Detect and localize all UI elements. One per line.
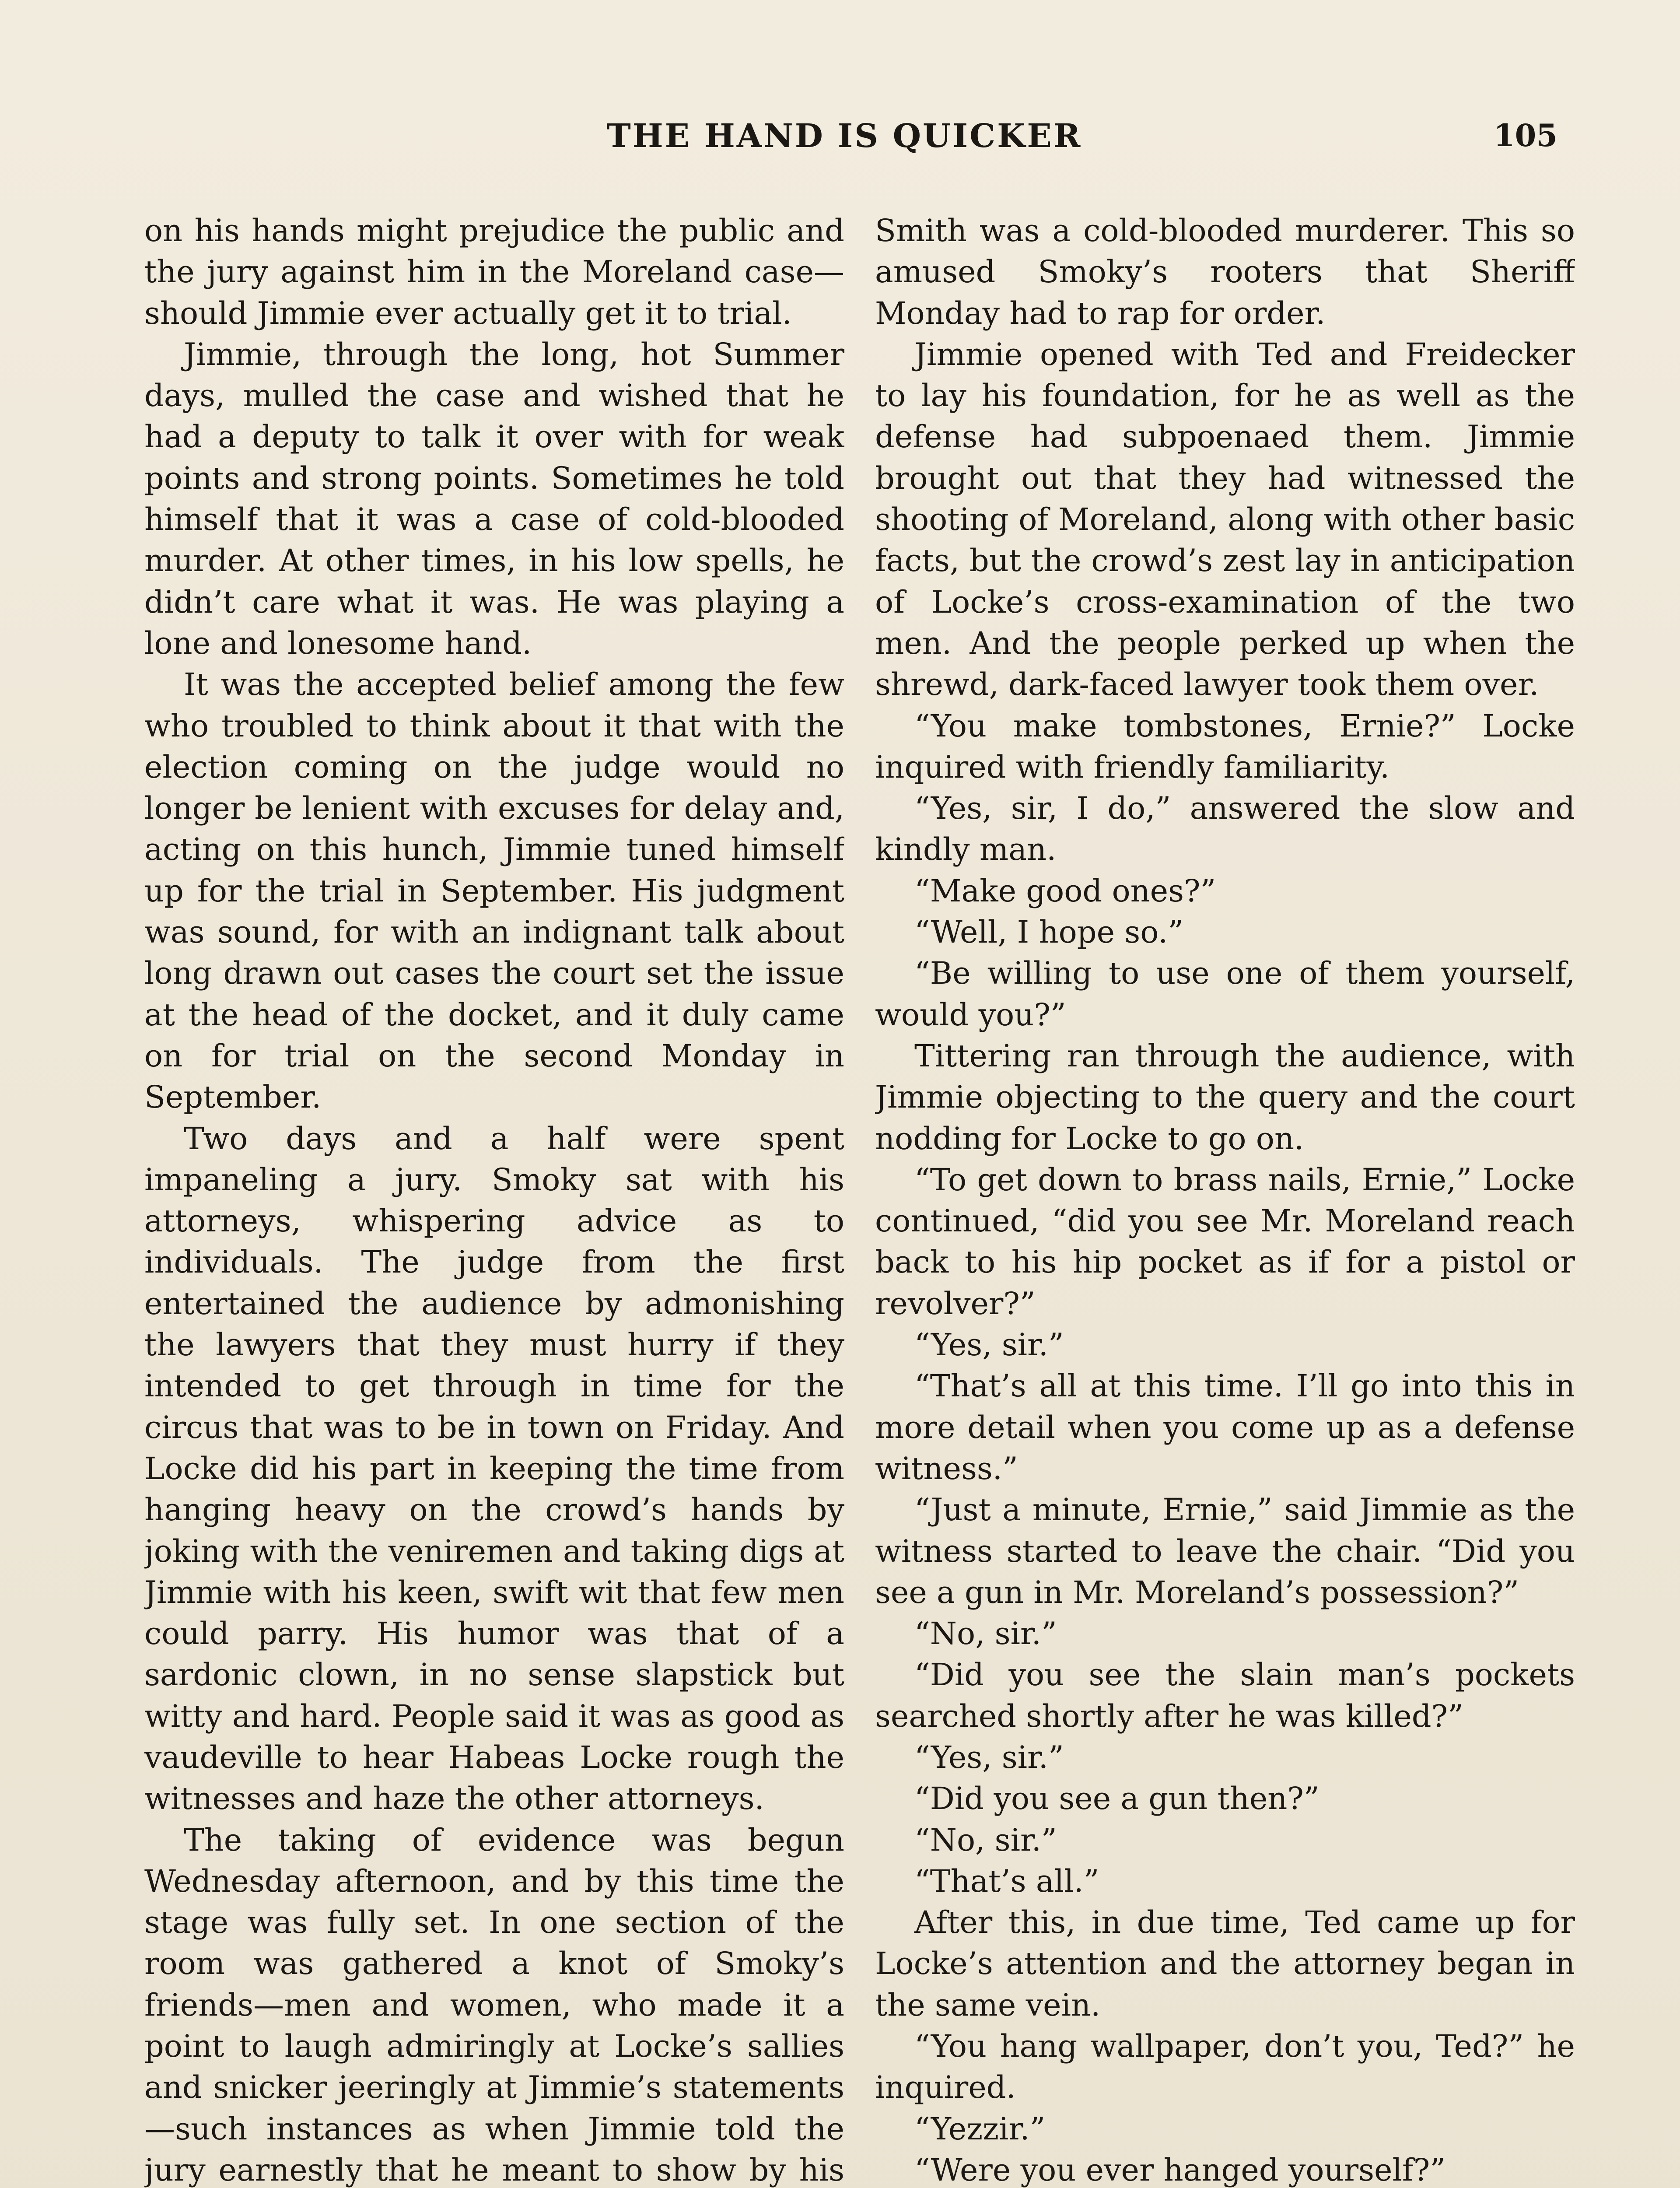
paragraph: Jimmie, through the long, hot Summer days, mulled the case and wished that he had a deputy to talk it over with for weak points and strong points. Sometimes he told himself that it was a case of cold-blooded murder. At other times, in his low spells, he didn’t care what it was. He was playing a lone and lonesome hand. — [144, 336, 844, 661]
paragraph: “Yes, sir, I do,” answered the slow and kindly man. — [875, 790, 1575, 868]
paragraph: The taking of evidence was begun Wednesday afternoon, and by this time the stage was fully set. In one section of the room was gathered a knot of Smoky’s friends—men and women, who made it a point to laugh admiringly at Locke’s sallies and snicker jeeringly at Jimmie’s statements—such instances as when Jimmie told the jury earnestly that he meant to show by his — [144, 1822, 844, 2188]
running-head — [131, 117, 1558, 165]
paragraph: “Did you see the slain man’s pockets searched shortly after he was killed?” — [875, 1657, 1575, 1734]
paragraph: “No, sir.” — [914, 1822, 1057, 1858]
paragraph: “You make tombstones, Ernie?” Locke inquired with friendly familiarity. — [875, 708, 1575, 785]
paragraph: Tittering ran through the audience, with Jimmie objecting to the query and the court nodding for Locke to go on. — [875, 1038, 1575, 1157]
paragraph: Smith was a cold-blooded murderer. This so amused Smoky’s rooters that Sheriff Monday had to rap for order. — [875, 213, 1575, 331]
page-number: 105 — [1493, 117, 1558, 154]
paragraph: “You hang wallpaper, don’t you, Ted?” he inquired. — [875, 2028, 1575, 2106]
paragraph: “Did you see a gun then?” — [914, 1781, 1320, 1817]
paragraph: “Yezzir.” — [914, 2111, 1046, 2147]
paragraph: “Well, I hope so.” — [914, 914, 1184, 950]
paragraph: “That’s all.” — [914, 1863, 1099, 1899]
paragraph: Two days and a half were spent impaneling a jury. Smoky sat with his attorneys, whispering advice as to individuals. The judge from the first entertained the audience by admonishing the lawyers that they must hurry if they intended to get through in time for the circus that was to be in town on Friday. And Locke did his part in keeping the time from hanging heavy on the crowd’s hands by joking with the veniremen and taking digs at Jimmie with his keen, swift wit that few men could parry. His humor was that of a sardonic clown, in no sense slapstick but witty and hard. People said it was as good as vaudeville to hear Habeas Locke rough the witnesses and haze the other attorneys. — [144, 1120, 844, 1817]
paragraph: It was the accepted belief among the few who troubled to think about it that with the election coming on the judge would no longer be lenient with excuses for delay and, acting on this hunch, Jimmie tuned himself up for the trial in September. His judgment was sound, for with an indignant talk about long drawn out cases the court set the issue at the head of the docket, and it duly came on for trial on the second Monday in September. — [144, 666, 844, 1115]
right-text-column — [875, 210, 1575, 2188]
left-text-column — [144, 210, 844, 2188]
paragraph: Jimmie opened with Ted and Freidecker to lay his foundation, for he as well as the defense had subpoenaed them. Jimmie brought out that they had witnessed the shooting of Moreland, along with other basic facts, but the crowd’s zest lay in anticipation of Locke’s cross-examination of the two men. And the people perked up when the shrewd, dark-faced lawyer took them over. — [875, 336, 1575, 703]
paragraph: “Yes, sir.” — [914, 1327, 1064, 1363]
running-title: THE HAND IS QUICKER — [606, 117, 1082, 155]
paragraph: “Were you ever hanged yourself?” — [914, 2152, 1446, 2188]
paragraph: “Just a minute, Ernie,” said Jimmie as the witness started to leave the chair. “Did you see a gun in Mr. Moreland’s possession?” — [875, 1492, 1575, 1610]
paragraph: “Be willing to use one of them yourself, would you?” — [875, 955, 1575, 1033]
paragraph: “Make good ones?” — [914, 873, 1216, 909]
paragraph: “That’s all at this time. I’ll go into this in more detail when you come up as a defense witness.” — [875, 1368, 1575, 1487]
paragraph: After this, in due time, Ted came up for Locke’s attention and the attorney began in the same vein. — [875, 1904, 1575, 2023]
paragraph: “Yes, sir.” — [914, 1739, 1064, 1775]
paragraph: “To get down to brass nails, Ernie,” Locke continued, “did you see Mr. Moreland reach back to his hip pocket as if for a pistol or revolver?” — [875, 1161, 1575, 1322]
paragraph: on his hands might prejudice the public and the jury against him in the Moreland case—should Jimmie ever actually get it to trial. — [144, 213, 844, 331]
paragraph: “No, sir.” — [914, 1616, 1057, 1652]
